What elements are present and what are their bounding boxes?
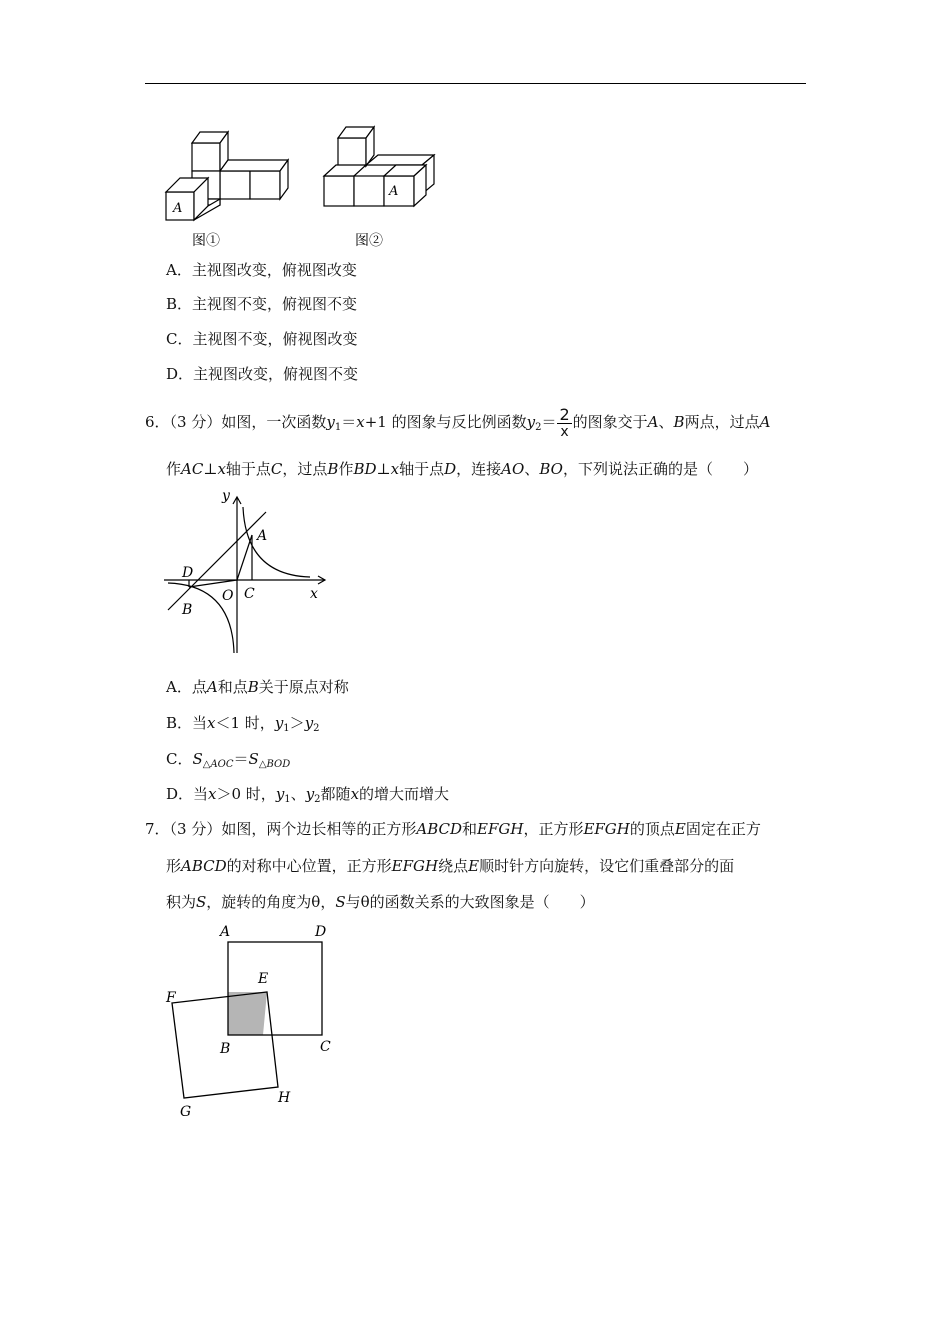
graph-label-x: x <box>310 586 318 602</box>
q6-option-c: C．$S_{\triangle AOC}=S_{\triangle BOD}$ <box>166 750 291 770</box>
fig7-label-d: D <box>315 924 327 940</box>
function-graph <box>160 485 335 660</box>
q6-option-b: B．当x＜1 时，$y_1>y_2$ <box>166 714 320 734</box>
q6-stem-line-1: 6．（3 分）如图，一次函数$y_1=x+1$ 的图象与反比例函数$y_2=$ $\frac{2}{x}$ 的图象交于A、B两点，过点A <box>145 405 771 440</box>
fig2-caption: 图② <box>355 233 383 249</box>
overlap-region <box>228 992 267 1035</box>
graph-label-c: C <box>244 586 255 602</box>
fig7-label-c: C <box>320 1039 331 1055</box>
graph-label-a: A <box>257 528 268 544</box>
q6-option-a: A．点A和点B关于原点对称 <box>166 678 349 696</box>
q7-stem-line-1: 7．（3 分）如图，两个边长相等的正方形ABCD和EFGH，正方形EFGH的顶点E固定在正方 <box>145 820 761 838</box>
graph-label-y: y <box>222 488 230 504</box>
cube-label-a-2: A <box>389 184 399 199</box>
q5-option-b: B．主视图不变，俯视图不变 <box>166 295 358 313</box>
fig7-label-f: F <box>166 990 176 1006</box>
q5-option-d: D．主视图改变，俯视图不变 <box>166 365 359 383</box>
header-rule <box>145 83 806 84</box>
graph-label-b: B <box>182 602 193 618</box>
q6-option-d: D．当x＞0 时，$y_1$、$y_2$都随x的增大而增大 <box>166 785 450 805</box>
cube-figure-1 <box>160 125 300 250</box>
cube-label-a: A <box>173 201 183 216</box>
graph-label-d: D <box>182 565 194 581</box>
q5-option-c: C．主视图不变，俯视图改变 <box>166 330 358 348</box>
cube-figure-2 <box>318 120 448 250</box>
q6-stem-line-2: 作AC⊥x轴于点C，过点B作BD⊥x轴于点D，连接AO、BO，下列说法正确的是（ ） <box>166 460 758 478</box>
fig1-caption: 图① <box>192 233 220 249</box>
rotating-squares-figure <box>160 920 350 1125</box>
q7-stem-line-2: 形ABCD的对称中心位置，正方形EFGH绕点E顺时针方向旋转，设它们重叠部分的面 <box>166 857 735 875</box>
fig7-label-b: B <box>220 1041 231 1057</box>
fig7-label-h: H <box>278 1090 291 1106</box>
q5-option-a: A．主视图改变，俯视图改变 <box>166 261 357 279</box>
fig7-label-g: G <box>180 1104 192 1120</box>
fig7-label-a: A <box>220 924 231 940</box>
fig7-label-e: E <box>258 971 269 987</box>
graph-label-o: O <box>222 588 234 604</box>
fraction-2-over-x: $\frac{2}{x}$ <box>559 405 570 440</box>
q7-stem-line-3: 积为S，旋转的角度为θ，S与θ的函数关系的大致图象是（ ） <box>166 893 595 911</box>
